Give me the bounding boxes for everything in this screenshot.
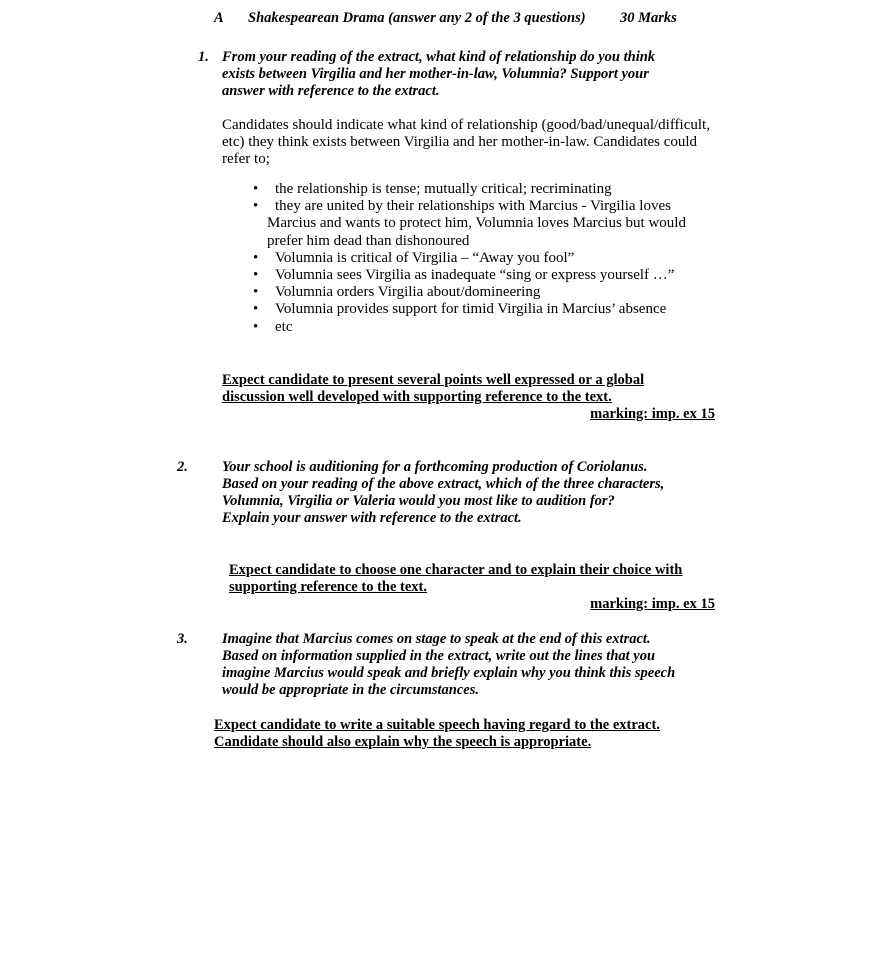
q3-question <box>222 631 675 699</box>
q1-question-line: From your reading of the extract, what kind of relationship do you think <box>222 49 656 65</box>
list-item: • etc <box>253 319 686 336</box>
q1-marking: marking: imp. ex 15 <box>590 406 715 422</box>
q3-expectation-line: Expect candidate to write a suitable speech having regard to the extract. <box>214 717 660 733</box>
q1-bullet-list <box>253 181 686 336</box>
q3-question-line: Based on information supplied in the extract, write out the lines that you <box>222 648 656 664</box>
q3-question-line: Imagine that Marcius comes on stage to speak at the end of this extract. <box>222 631 651 647</box>
q1-expectation <box>222 372 644 406</box>
list-item: • Volumnia sees Virgilia as inadequate “sing or express yourself …” <box>253 267 686 284</box>
q2-expectation-line: supporting reference to the text. <box>229 579 427 595</box>
q2-question-line: Volumnia, Virgilia or Valeria would you most like to audition for? <box>222 493 615 509</box>
section-marks: 30 Marks <box>620 10 677 26</box>
q2-number: 2. <box>177 459 188 475</box>
q1-question-line: answer with reference to the extract. <box>222 83 440 99</box>
q2-marking: marking: imp. ex 15 <box>590 596 715 612</box>
q1-question <box>222 49 655 100</box>
q3-question-line: imagine Marcius would speak and briefly explain why you think this speech <box>222 665 676 681</box>
q3-expectation <box>214 717 660 751</box>
list-item: • the relationship is tense; mutually critical; recriminating <box>253 181 686 198</box>
q1-guidance-line: Candidates should indicate what kind of relationship (good/bad/unequal/difficult, <box>222 117 710 133</box>
q1-number: 1. <box>198 49 209 65</box>
list-item: • Volumnia orders Virgilia about/domineering <box>253 284 686 301</box>
list-item: • they are united by their relationships with Marcius - Virgilia loves Marcius and wants to protect him, Volumnia loves Marcius but would prefer him dead than dishonoured <box>253 198 686 250</box>
q1-question-line: exists between Virgilia and her mother-in-law, Volumnia? Support your <box>222 66 649 82</box>
q3-number: 3. <box>177 631 188 647</box>
q2-question-line: Your school is auditioning for a forthcoming production of Coriolanus. <box>222 459 648 475</box>
q2-expectation-line: Expect candidate to choose one character and to explain their choice with <box>229 562 683 578</box>
q2-expectation <box>229 562 682 596</box>
section-title: Shakespearean Drama (answer any 2 of the 3 questions) <box>248 10 586 26</box>
list-item: • Volumnia provides support for timid Virgilia in Marcius’ absence <box>253 301 686 318</box>
q1-expectation-line: discussion well developed with supporting reference to the text. <box>222 389 612 405</box>
q1-guidance-line: etc) they think exists between Virgilia and her mother-in-law. Candidates could <box>222 134 698 150</box>
q1-guidance <box>222 117 710 168</box>
q2-question-line: Based on your reading of the above extract, which of the three characters, <box>222 476 665 492</box>
q3-expectation-line: Candidate should also explain why the speech is appropriate. <box>214 734 592 750</box>
section-letter: A <box>214 10 224 26</box>
q2-question <box>222 459 664 527</box>
q3-question-line: would be appropriate in the circumstances. <box>222 682 479 698</box>
q1-expectation-line: Expect candidate to present several points well expressed or a global <box>222 372 645 388</box>
list-item: • Volumnia is critical of Virgilia – “Away you fool” <box>253 250 686 267</box>
q1-guidance-line: refer to; <box>222 151 270 167</box>
q2-question-line: Explain your answer with reference to the extract. <box>222 510 522 526</box>
